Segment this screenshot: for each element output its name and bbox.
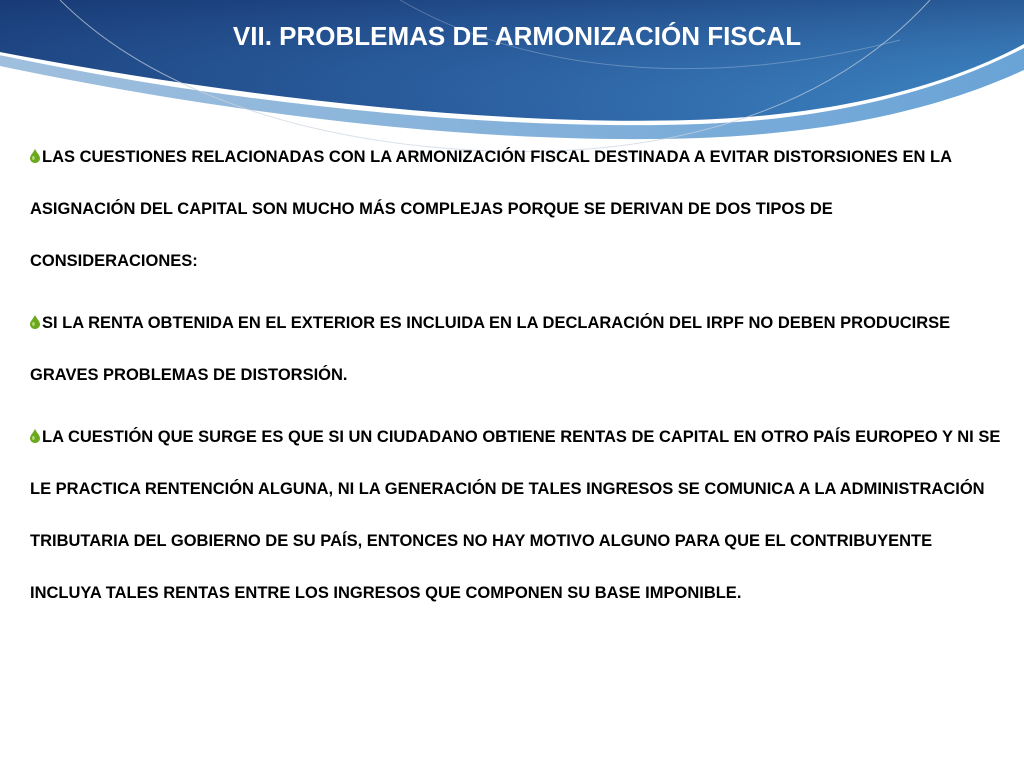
bullet-item (30, 131, 1005, 287)
bullet-text: LA CUESTIÓN QUE SURGE ES QUE SI UN CIUDADANO OBTIENE RENTAS DE CAPITAL EN OTRO PAÍS EUROPEO Y NI SE LE PRACTICA RENTENCIÓN ALGUNA, NI LA GENERACIÓN DE TALES INGRESOS SE COMUNICA A LA ADMINISTRACIÓN TRIBUTARIA DEL GOBIERNO DE SU PAÍS, ENTONCES NO HAY MOTIVO ALGUNO PARA QUE EL CONTRIBUYENTE INCLUYA TALES RENTAS ENTRE LOS INGRESOS QUE COMPONEN SU BASE IMPONIBLE. (30, 428, 1001, 602)
bullet-item (30, 411, 1005, 619)
bullet-item (30, 297, 1005, 401)
slide-title: VII. PROBLEMAS DE ARMONIZACIÓN FISCAL (232, 21, 802, 51)
drop-bullet-icon (30, 315, 40, 329)
drop-bullet-icon (30, 149, 40, 163)
bullet-list (30, 131, 1005, 619)
bullet-text: LAS CUESTIONES RELACIONADAS CON LA ARMONIZACIÓN FISCAL DESTINADA A EVITAR DISTORSIONES EN LA ASIGNACIÓN DEL CAPITAL SON MUCHO MÁS COMPLEJAS PORQUE SE DERIVAN DE DOS TIPOS DE CONSIDERACIONES: (30, 148, 952, 270)
drop-bullet-icon (30, 429, 40, 443)
bullet-text: SI LA RENTA OBTENIDA EN EL EXTERIOR ES INCLUIDA EN LA DECLARACIÓN DEL IRPF NO DEBEN PRODUCIRSE GRAVES PROBLEMAS DE DISTORSIÓN. (30, 314, 951, 384)
